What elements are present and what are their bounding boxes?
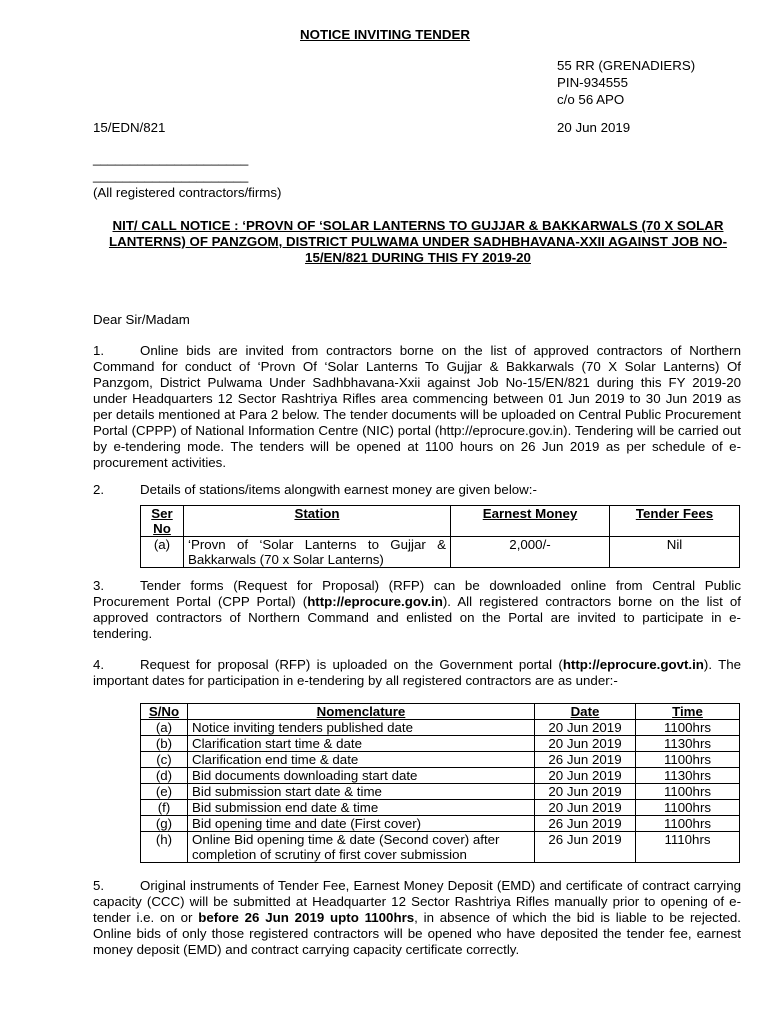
table-cell: (f) <box>141 800 188 816</box>
table-cell: 20 Jun 2019 <box>535 768 636 784</box>
address-line: PIN-934555 <box>557 75 628 90</box>
column-header: Date <box>535 704 636 720</box>
table-cell: 1130hrs <box>636 736 740 752</box>
table-cell: 26 Jun 2019 <box>535 752 636 768</box>
important-dates-table <box>140 703 740 863</box>
column-header: Tender Fees <box>610 506 740 537</box>
table-cell: Bid documents downloading start date <box>188 768 535 784</box>
paragraph-2 <box>93 482 741 498</box>
table-cell: Clarification start time & date <box>188 736 535 752</box>
reference-number: 15/EDN/821 <box>93 120 166 135</box>
addressee-block <box>93 150 281 201</box>
column-header: Ser No <box>141 506 184 537</box>
page-title: NOTICE INVITING TENDER <box>300 27 470 42</box>
table-cell: Nil <box>610 537 740 568</box>
table-cell: (a) <box>141 537 184 568</box>
paragraph-number: 5. <box>93 878 105 893</box>
table-cell: Notice inviting tenders published date <box>188 720 535 736</box>
table-cell: Bid submission end date & time <box>188 800 535 816</box>
table-cell: Bid opening time and date (First cover) <box>188 816 535 832</box>
table-cell: (c) <box>141 752 188 768</box>
paragraph-text: Request for proposal (RFP) is uploaded on the Government portal ( <box>140 657 563 672</box>
paragraph-1 <box>93 343 741 471</box>
table-cell: 1100hrs <box>636 800 740 816</box>
paragraph-number: 1. <box>93 343 105 358</box>
addressee: (All registered contractors/firms) <box>93 185 282 200</box>
table-cell: 1100hrs <box>636 816 740 832</box>
deadline-text: before 26 Jun 2019 upto 1100hrs <box>198 910 415 925</box>
paragraph-text: ). All registered contractors borne on the list of approved contractors of Northern Command and enlisted on the Portal are invited to participate in e-tendering. <box>93 594 741 641</box>
table-cell: 26 Jun 2019 <box>535 832 636 863</box>
table-cell: Online Bid opening time & date (Second cover) after completion of scrutiny of first cover submission <box>188 832 535 863</box>
table-row <box>141 752 740 768</box>
column-header: S/No <box>141 704 188 720</box>
table-row <box>141 816 740 832</box>
portal-link[interactable]: http://eprocure.govt.in <box>562 657 704 672</box>
portal-link[interactable]: http://eprocure.gov.in <box>307 594 443 609</box>
table-cell: (e) <box>141 784 188 800</box>
paragraph-text: Details of stations/items alongwith earnest money are given below:- <box>140 482 537 497</box>
table-row <box>141 784 740 800</box>
table-cell: 26 Jun 2019 <box>535 816 636 832</box>
column-header: Nomenclature <box>188 704 535 720</box>
paragraph-text: , in absence of which the bid is liable to be rejected. Online bids of only those registered contractors will be opened who have deposited the tender fee, earnest money deposit (EMD) and contract carrying capacity certificate correctly. <box>93 910 742 957</box>
document-date: 20 Jun 2019 <box>557 120 631 135</box>
table-cell: 20 Jun 2019 <box>535 736 636 752</box>
table-cell: Clarification end time & date <box>188 752 535 768</box>
address-line: 55 RR (GRENADIERS) <box>557 58 696 73</box>
table-row <box>141 736 740 752</box>
table-cell: (a) <box>141 720 188 736</box>
earnest-money-table <box>140 505 740 568</box>
column-header: Time <box>636 704 740 720</box>
table-row <box>141 537 740 568</box>
paragraph-text: ). The important dates for participation in e-tendering by all registered contractors are as under:- <box>93 657 741 688</box>
table-cell: Bid submission start date & time <box>188 784 535 800</box>
paragraph-number: 4. <box>93 657 105 672</box>
table-row <box>141 768 740 784</box>
table-cell: 20 Jun 2019 <box>535 720 636 736</box>
paragraph-text: Original instruments of Tender Fee, Earnest Money Deposit (EMD) and certificate of contract carrying capacity (CCC) will be submitted at Headquarter 12 Sector Rashtriya Rifles manually prior to opening of e-tender i.e. on or <box>93 878 741 925</box>
table-row <box>141 720 740 736</box>
table-cell: 1130hrs <box>636 768 740 784</box>
column-header: Earnest Money <box>451 506 610 537</box>
table-cell: 20 Jun 2019 <box>535 784 636 800</box>
table-cell: 1100hrs <box>636 752 740 768</box>
paragraph-number: 3. <box>93 578 105 593</box>
table-cell: 1100hrs <box>636 720 740 736</box>
address-line: c/o 56 APO <box>557 92 625 107</box>
table-cell: 2,000/- <box>451 537 610 568</box>
table-header-row <box>141 704 740 720</box>
table-row <box>141 832 740 863</box>
table-cell: 1110hrs <box>636 832 740 863</box>
paragraph-4 <box>93 657 741 689</box>
salutation: Dear Sir/Madam <box>93 312 190 327</box>
table-cell: (h) <box>141 832 188 863</box>
blank-line: _____________________ <box>93 168 249 183</box>
paragraph-text: Online bids are invited from contractors borne on the list of approved contractors of Northern Command for conduct of ‘Provn Of ‘Solar Lanterns To Gujjar & Bakkarwals (70 X Solar Lanterns) Of Panzgom, District Pulwama Under Sadhbhavana-Xxii against Job No-15/EN/821 during this FY 2019-20 under Headquarters 12 Sector Rashtriya Rifles area commencing between 01 Jun 2019 to 30 Jun 2019 as per details mentioned at Para 2 below. The tender documents will be uploaded on Central Public Procurement Portal (CPPP) of National Information Centre (NIC) portal (http://eprocure.gov.in). Tendering will be carried out by e-tendering mode. The tenders will be opened at 1100 hours on 26 Jun 2019 as per schedule of e-procurement activities. <box>93 343 741 470</box>
table-row <box>141 800 740 816</box>
column-header: Station <box>184 506 451 537</box>
table-header-row <box>141 506 740 537</box>
paragraph-5 <box>93 878 741 958</box>
paragraph-3 <box>93 578 741 642</box>
paragraph-text: Tender forms (Request for Proposal) (RFP) can be downloaded online from Central Public Procurement Portal (CPP Portal) ( <box>93 578 741 609</box>
table-cell: ‘Provn of ‘Solar Lanterns to Gujjar & Bakkarwals (70 x Solar Lanterns) <box>184 537 451 568</box>
table-cell: (b) <box>141 736 188 752</box>
table-cell: (g) <box>141 816 188 832</box>
sender-address <box>557 57 695 108</box>
blank-line: _____________________ <box>93 151 249 166</box>
table-cell: (d) <box>141 768 188 784</box>
table-cell: 20 Jun 2019 <box>535 800 636 816</box>
table-cell: 1100hrs <box>636 784 740 800</box>
paragraph-number: 2. <box>93 482 105 497</box>
subject-line: NIT/ CALL NOTICE : ‘PROVN OF ‘SOLAR LANTERNS TO GUJJAR & BAKKARWALS (70 X SOLAR LANTERNS) OF PANZGOM, DISTRICT PULWAMA UNDER SADHBHAVANA-XXII AGAINST JOB NO-15/EN/821 DURING THIS FY 2019-20 <box>108 218 728 265</box>
